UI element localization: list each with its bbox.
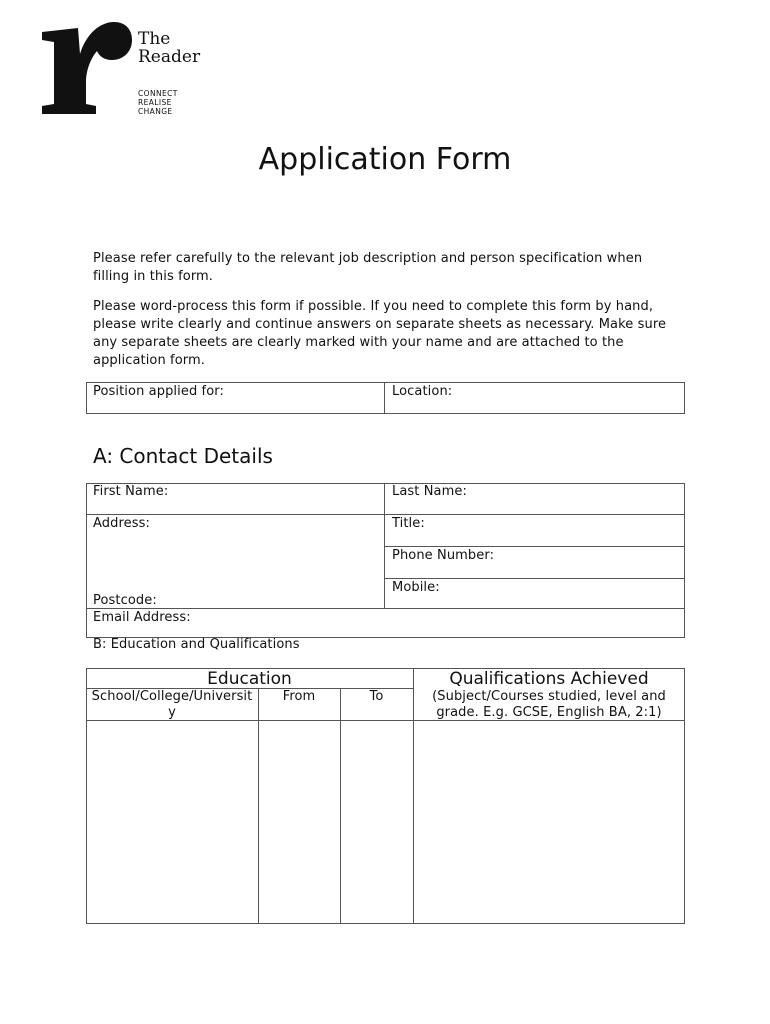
postcode-field[interactable]: Postcode: [93, 593, 157, 608]
contact-row-line [86, 514, 685, 515]
education-header: Education [207, 669, 292, 689]
logo-name-line1: The [138, 29, 171, 49]
mobile-field[interactable]: Mobile: [392, 580, 440, 595]
qualifications-entry-cell[interactable] [414, 721, 684, 923]
last-name-field[interactable]: Last Name: [392, 484, 467, 499]
intro-paragraph-1: Please refer carefully to the relevant job description and person specification when filling in this form. [93, 251, 643, 284]
position-applied-field[interactable]: Position applied for: [93, 384, 224, 399]
to-entry-cell[interactable] [341, 721, 412, 923]
from-entry-cell[interactable] [259, 721, 339, 923]
phone-number-field[interactable]: Phone Number: [392, 548, 495, 563]
school-entry-cell[interactable] [87, 721, 257, 923]
qualifications-header: Qualifications Achieved [449, 669, 649, 689]
intro-paragraph-2: Please word-process this form if possible. If you need to complete this form by hand, please write clearly and continue answers on separate sheets as necessary. Make sure any separate sheets are clearly marked with your name and are attached to the application form. [93, 299, 667, 368]
contact-row-line [86, 608, 685, 609]
contact-row-line [384, 546, 685, 547]
address-field[interactable]: Address: [93, 516, 150, 531]
title-field[interactable]: Title: [392, 516, 425, 531]
school-column-header: School/College/University [91, 689, 253, 720]
to-column-header: To [369, 689, 384, 704]
first-name-field[interactable]: First Name: [93, 484, 169, 499]
position-divider [384, 382, 385, 414]
logo-tagline-realise: REALISE [138, 98, 172, 107]
logo-tagline-connect: CONNECT [138, 89, 178, 98]
qualifications-subheader: (Subject/Courses studied, level and grade. E.g. GCSE, English BA, 2:1) [432, 689, 666, 720]
page-title: Application Form [258, 142, 512, 177]
section-b-heading: B: Education and Qualifications [93, 637, 300, 652]
reader-logo-mark-icon [40, 18, 132, 116]
section-a-heading: A: Contact Details [93, 444, 273, 468]
location-field[interactable]: Location: [392, 384, 453, 399]
logo-name-line2: Reader [138, 47, 201, 67]
contact-row-line [384, 578, 685, 579]
email-address-field[interactable]: Email Address: [93, 610, 191, 625]
logo-tagline-change: CHANGE [138, 107, 173, 116]
from-column-header: From [282, 689, 316, 704]
